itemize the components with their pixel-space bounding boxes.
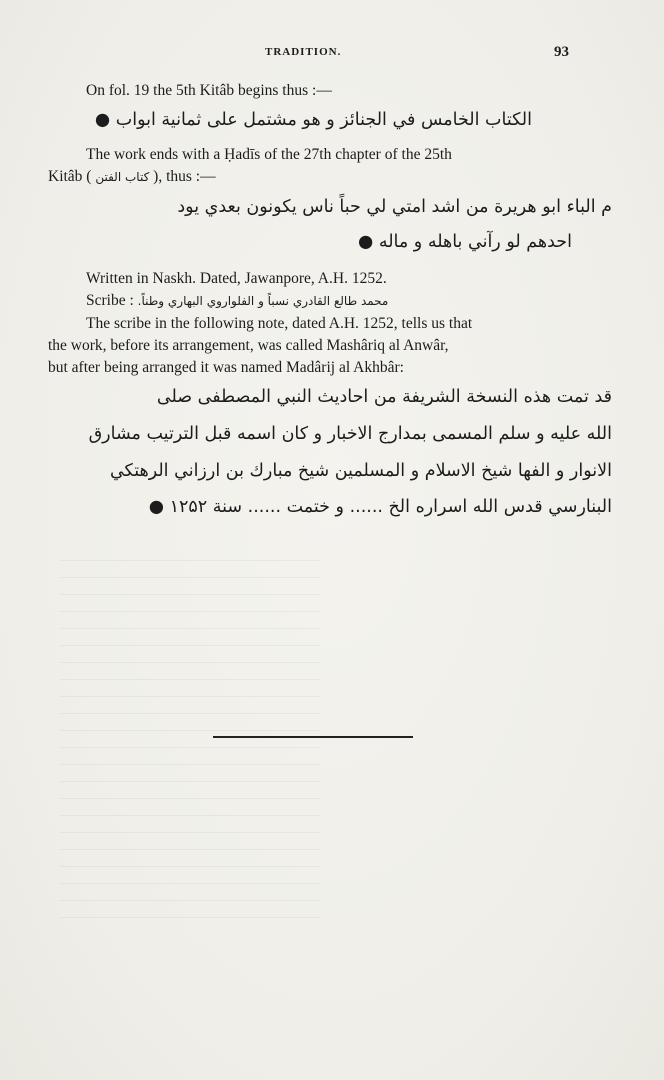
- running-head: TRADITION.: [265, 46, 342, 58]
- text-line-3-suffix: ), thus :—: [153, 168, 216, 185]
- section-divider-rule: [213, 736, 413, 738]
- text-line-5-prefix: Scribe :: [86, 292, 134, 309]
- page-number: 93: [554, 44, 569, 60]
- text-line-7: the work, before its arrangement, was called Mashâriq al Anwâr,: [48, 337, 449, 354]
- text-line-5-arabic: محمد طالع القادري نسباً و الفلواروي البهاري وطناً.: [137, 294, 389, 308]
- text-line-1: On fol. 19 the 5th Kitâb begins thus :—: [86, 82, 332, 99]
- arabic-line-2: م الباء ابو هريرة من اشد امتي لي حباً ناس يكونون بعدي يود: [177, 197, 612, 217]
- text-line-2: The work ends with a Ḥadīs of the 27th chapter of the 25th: [86, 146, 452, 163]
- page-header: [0, 42, 664, 64]
- arabic-line-6: الانوار و الفها شيخ الاسلام و المسلمين شيخ مبارك بن ارزاني الرهتكي: [109, 461, 612, 481]
- text-line-4: Written in Naskh. Dated, Jawanpore, A.H. 1252.: [86, 270, 387, 287]
- arabic-line-5: الله عليه و سلم المسمى بمدارج الاخبار و كان اسمه قبل الترتيب مشارق: [88, 424, 612, 444]
- text-line-3-prefix: Kitâb (: [48, 168, 92, 185]
- arabic-line-3: احدهم لو رآني باهله و ماله ●: [357, 232, 572, 252]
- arabic-line-7: البنارسي قدس الله اسراره الخ ...... و ختمت ...... سنة ۱۲۵۲ ●: [148, 497, 612, 517]
- arabic-line-4: قد تمت هذه النسخة الشريفة من احاديث النبي المصطفى صلى: [156, 387, 612, 407]
- text-line-3-arabic: كتاب الفتن: [95, 170, 150, 184]
- arabic-line-1: الكتاب الخامس في الجنائز و هو مشتمل على ثمانية ابواب ●: [94, 110, 532, 130]
- text-line-8: but after being arranged it was named Madârij al Akhbâr:: [48, 359, 404, 376]
- text-line-6: The scribe in the following note, dated A.H. 1252, tells us that: [86, 315, 473, 332]
- show-through-bleed: [60, 560, 320, 920]
- text-line-3: [48, 168, 216, 186]
- text-line-5: [86, 292, 388, 310]
